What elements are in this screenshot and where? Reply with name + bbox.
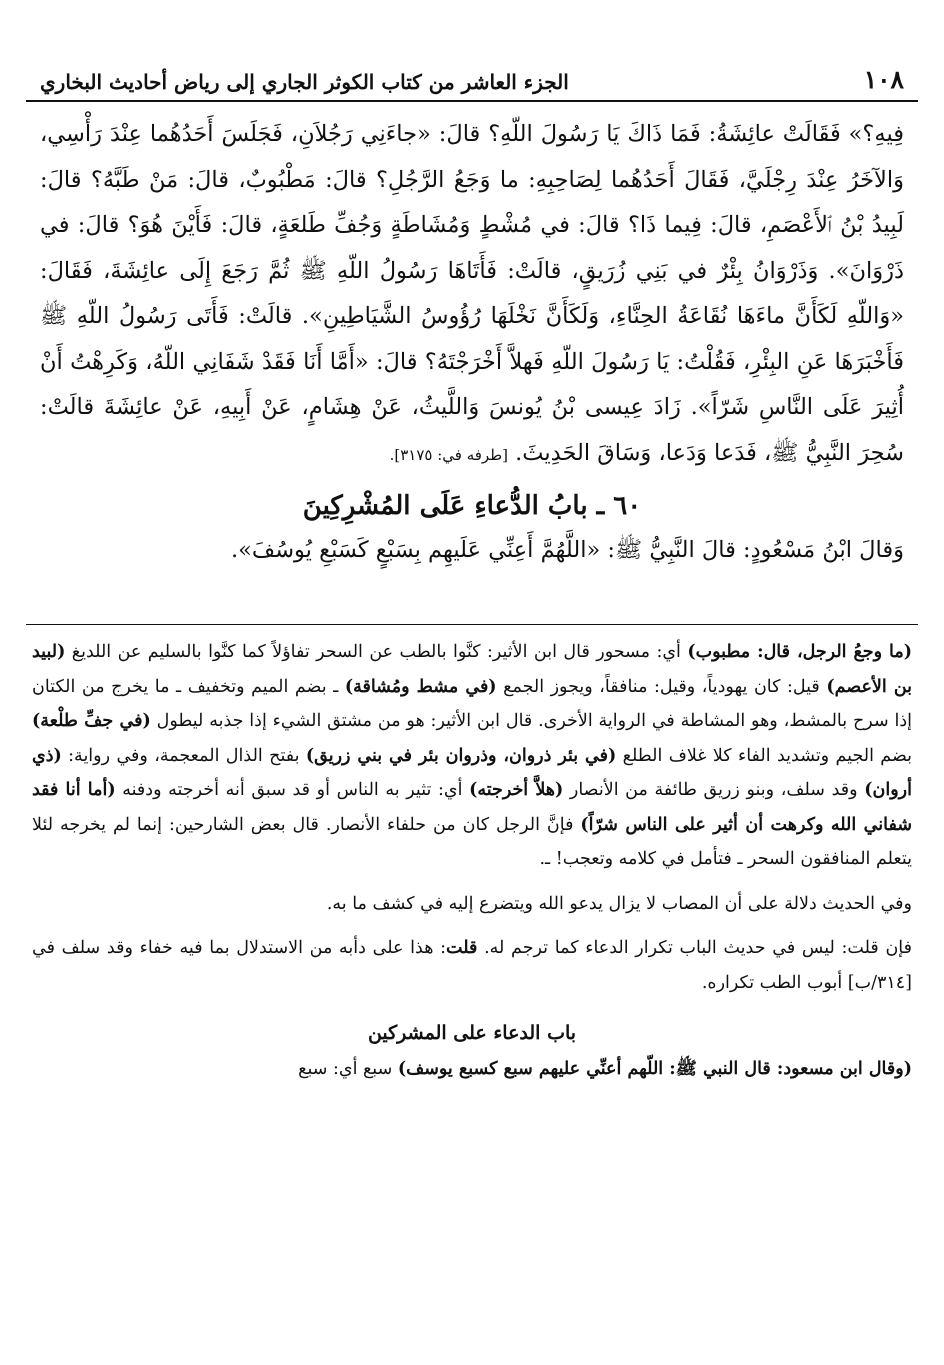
running-title: الجزء العاشر من كتاب الكوثر الجاري إلى رياض أحاديث البخاري	[40, 70, 569, 94]
commentary-text: بفتح الذال المعجمة، وفي رواية:	[61, 745, 306, 766]
commentary-paragraph	[32, 931, 912, 1000]
hadith-body: فِيهِ؟» فَقَالَتْ عائِشَةُ: فَمَا ذَاكَ يَا رَسُولَ اللّهِ؟ قالَ: «جاءَنِي رَجُلاَنِ، فَجَلَسَ أَحَدُهُما عِنْدَ رَأْسِي، وَالآخَرُ عِنْدَ رِجْلَيَّ، فَقَالَ أَحَدُهُما لِصَاحِبِهِ: ما وَجَعُ الرَّجُلِ؟ قالَ: مَطْبُوبٌ، قالَ: مَنْ طَبَّهُ؟ قالَ: لَبِيدُ بْنُ ٱلأَعْصَمِ، قالَ: فِيما ذَا؟ قالَ: في مُشْطٍ وَمُشَاطَةٍ وَجُفِّ طَلعَةٍ، قالَ: فَأَيْنَ هُوَ؟ قالَ: في ذَرْوَانَ». وَذَرْوَانُ بِئْرٌ في بَنِي زُرَيقٍ، قالَتْ: فَأَتَاهَا رَسُولُ اللّهِ ﷺ ثُمَّ رَجَعَ إِلَى عائِشَةَ، فَقَالَ: «وَاللّهِ لَكَأَنَّ ماءَهَا نُقَاعَةُ الحِنَّاءِ، وَلَكَأَنَّ نَخْلَهَا رُؤُوسُ الشَّيَاطِينِ». قالَتْ: فَأَتَى رَسُولُ اللّهِ ﷺ فَأَخْبَرَهَا عَنِ البِئْرِ، فَقُلْتُ: يَا رَسُولَ اللّهِ فَهلاَّ أَخْرَجْتَهُ؟ قالَ: «أَمَّا أَنَا فَقَدْ شَفَانِي اللّهُ، وَكَرِهْتُ أَنْ أُثِيرَ عَلَى النَّاسِ شَرّاً». زَادَ عِيسى بْنُ يُونسَ وَاللَّيثُ، عَنْ هِشَامٍ، عَنْ أَبِيهِ، عَنْ عائِشَةَ قالَتْ: سُحِرَ النَّبِيُّ ﷺ، فَدَعا وَدَعا، وَسَاقَ الحَدِيثَ.	[40, 121, 904, 466]
commentary-text: بضم الجيم وتشديد الفاء كلا غلاف الطلع	[616, 745, 913, 766]
commentary-paragraph	[32, 1052, 912, 1087]
commentary-text: : هذا على دأبه من الاستدلال بما فيه خفاء وقد سلف في [٣١٤/ب] أبوب الطب تكراره.	[32, 938, 912, 993]
commentary-text: قيل: كان يهودياً، وقيل: منافقاً، ويجوز الجمع	[496, 676, 827, 697]
commentary-lemma: (لبيد بن الأعصم)	[32, 642, 913, 697]
hadith-text	[26, 112, 918, 478]
commentary-lemma: (ذي أروان)	[32, 745, 912, 800]
commentary-paragraph	[32, 635, 912, 877]
chapter-heading: ٦٠ ـ بابُ الدُّعاءِ عَلَى المُشْرِكِينَ	[302, 491, 642, 521]
commentary-lemma: (في مشط ومُشاقة)	[344, 676, 497, 697]
commentary-text: وقد سلف، وبنو زريق طائفة من الأنصار	[563, 780, 865, 800]
commentary-text: ـ بضم الميم وتخفيف ـ ما يخرج من الكتان إذا سرح بالمشط، وهو المشاطة في الرواية الأخرى. قال ابن الأثير: هو من مشتق الشيء إذا جذبه ليطول	[32, 676, 912, 731]
commentary-text: سبع أي: سبع	[298, 1059, 398, 1079]
commentary-lemma: (في جفِّ طلْعة)	[32, 711, 151, 731]
commentary-text: فإن قلت: ليس في حديث الباب تكرار الدعاء كما ترجم له.	[477, 938, 912, 958]
chapter-quote: وَقالَ ابْنُ مَسْعُودٍ: قالَ النَّبِيُّ ﷺ: «اللَّهُمَّ أَعِنِّي عَلَيهِم بِسَبْعٍ كَسَبْعِ يُوسُفَ».	[231, 537, 904, 563]
commentary-text: فإنَّ الرجل كان من حلفاء الأنصار. قال بعض الشارحين: إنما لم يخرجه لئلا يتعلم المنافقون السحر ـ فتأمل في كلامه وتعجب! ـ.	[32, 814, 912, 869]
commentary-heading: باب الدعاء على المشركين	[367, 1022, 577, 1044]
commentary-lemma: (ما وجعُ الرجل، قال: مطبوب)	[687, 642, 913, 662]
commentary-lemma: (وقال ابن مسعود: قال النبي ﷺ: اللّهم أعنِّي عليهم سبع كسبع يوسف)	[397, 1059, 912, 1079]
footnote-separator	[26, 624, 918, 625]
book-page	[26, 66, 918, 1345]
page-header	[26, 66, 918, 102]
hadith-paragraph	[40, 112, 904, 478]
commentary-lemma: (في بئر ذروان، وذروان بئر في بني زريق)	[305, 745, 617, 766]
commentary	[26, 635, 918, 1087]
commentary-lemma: (هلاَّ أخرجته)	[469, 780, 564, 800]
commentary-text: أي: تثير به الناس أو قد سبق أنه أخرجته ودفنه	[115, 780, 470, 800]
commentary-text: أي: مسحور قال ابن الأثير: كنَّوا بالطب عن السحر تفاؤلاً كما كنَّوا بالسليم عن اللديغ	[65, 642, 688, 662]
page-number: ١٠٨	[863, 65, 904, 94]
commentary-paragraph: وفي الحديث دلالة على أن المصاب لا يزال يدعو الله ويتضرع إليه في كشف ما به.	[326, 893, 912, 914]
commentary-lemma: قلت	[446, 938, 478, 958]
commentary-lemma: (أما أنا فقد شفاني الله وكرهت أن أثير على الناس شرّاً)	[32, 780, 912, 835]
cross-reference: [طرفه في: ٣١٧٥].	[389, 445, 508, 464]
